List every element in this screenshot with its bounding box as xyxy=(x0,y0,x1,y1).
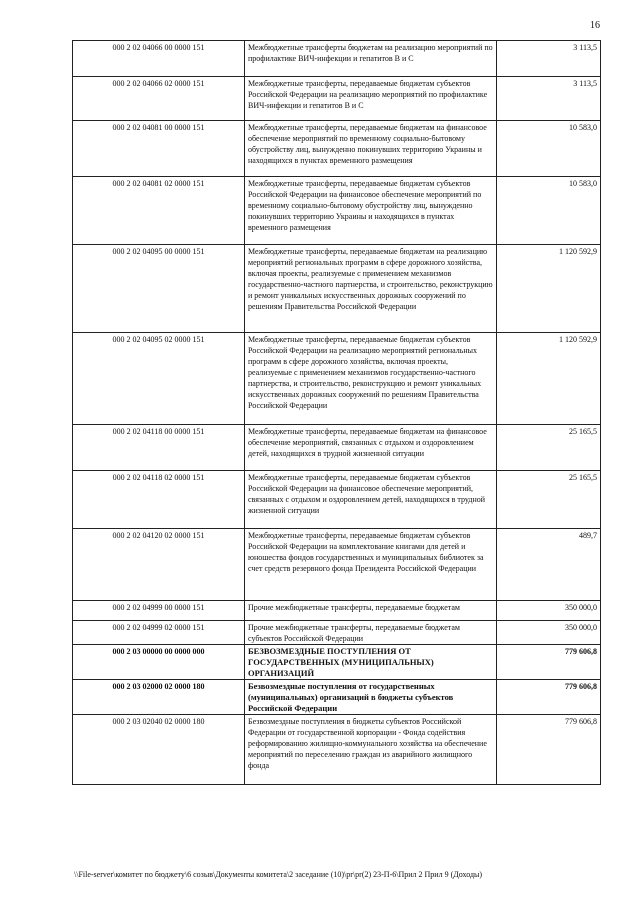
table-row xyxy=(73,529,601,601)
name-cell: Межбюджетные трансферты, передаваемые бюджетам субъектов Российской Федерации на реализацию мероприятий по профилактике ВИЧ-инфекции и гепатитов В и С xyxy=(245,77,497,121)
name-cell: Межбюджетные трансферты, передаваемые бюджетам на реализацию мероприятий региональных программ в сфере дорожного хозяйства, включая проекты, реализуемые с применением механизмов государственно-частного партнерства, и строительство, реконструкцию и ремонт уникальных искусственных дорожных сооружений по решениям Правительства Российской Федерации xyxy=(245,245,497,333)
table-row xyxy=(73,121,601,177)
name-cell: Прочие межбюджетные трансферты, передаваемые бюджетам xyxy=(245,601,497,621)
table-row xyxy=(73,245,601,333)
page-number: 16 xyxy=(590,20,600,31)
amount-cell: 3 113,5 xyxy=(497,77,601,121)
code-cell: 000 2 02 04081 00 0000 151 xyxy=(73,121,245,177)
amount-cell: 1 120 592,9 xyxy=(497,245,601,333)
amount-cell: 1 120 592,9 xyxy=(497,333,601,425)
name-cell: Межбюджетные трансферты, передаваемые бюджетам на финансовое обеспечение мероприятий по временному социально-бытовому обустройству лиц, вынужденно покинувших территорию Украины и находящихся в пунктах временного размещения xyxy=(245,121,497,177)
table-row xyxy=(73,621,601,645)
revenue-table xyxy=(72,40,601,785)
amount-cell: 25 165,5 xyxy=(497,425,601,471)
code-cell: 000 2 02 04066 00 0000 151 xyxy=(73,41,245,77)
table-row xyxy=(73,41,601,77)
amount-cell: 779 606,8 xyxy=(497,645,601,680)
table-row xyxy=(73,680,601,715)
amount-cell: 779 606,8 xyxy=(497,680,601,715)
amount-cell: 350 000,0 xyxy=(497,601,601,621)
footer-file-path: \\File-server\комитет по бюджету\6 созыв\Документы комитета\2 заседание (10)\pr\pr(2) 23-П-6\Прил 2 Прил 9 (Доходы) xyxy=(74,870,483,879)
code-cell: 000 2 03 02000 02 0000 180 xyxy=(73,680,245,715)
code-cell: 000 2 02 04999 00 0000 151 xyxy=(73,601,245,621)
code-cell: 000 2 02 04999 02 0000 151 xyxy=(73,621,245,645)
name-cell: Безвозмездные поступления от государственных (муниципальных) организаций в бюджеты субъектов Российской Федерации xyxy=(245,680,497,715)
name-cell: Межбюджетные трансферты бюджетам на реализацию мероприятий по профилактике ВИЧ-инфекции и гепатитов В и С xyxy=(245,41,497,77)
amount-cell: 25 165,5 xyxy=(497,471,601,529)
table-row xyxy=(73,715,601,785)
name-cell: Межбюджетные трансферты, передаваемые бюджетам на финансовое обеспечение мероприятий, связанных с отдыхом и оздоровлением детей, находящихся в трудной жизненной ситуации xyxy=(245,425,497,471)
code-cell: 000 2 02 04066 02 0000 151 xyxy=(73,77,245,121)
name-cell: Межбюджетные трансферты, передаваемые бюджетам субъектов Российской Федерации на финансовое обеспечение мероприятий, связанных с отдыхом и оздоровлением детей, находящихся в трудной жизненной ситуации xyxy=(245,471,497,529)
amount-cell: 350 000,0 xyxy=(497,621,601,645)
table-row xyxy=(73,601,601,621)
code-cell: 000 2 02 04081 02 0000 151 xyxy=(73,177,245,245)
revenue-table-body xyxy=(73,41,601,785)
code-cell: 000 2 03 02040 02 0000 180 xyxy=(73,715,245,785)
table-row xyxy=(73,333,601,425)
table-row xyxy=(73,645,601,680)
code-cell: 000 2 02 04095 00 0000 151 xyxy=(73,245,245,333)
amount-cell: 779 606,8 xyxy=(497,715,601,785)
name-cell: Прочие межбюджетные трансферты, передаваемые бюджетам субъектов Российской Федерации xyxy=(245,621,497,645)
name-cell: Межбюджетные трансферты, передаваемые бюджетам субъектов Российской Федерации на финансовое обеспечение мероприятий по временному социально-бытовому обустройству лиц, вынужденно покинувших территорию Украины и находящихся в пунктах временного размещения xyxy=(245,177,497,245)
table-row xyxy=(73,77,601,121)
code-cell: 000 2 03 00000 00 0000 000 xyxy=(73,645,245,680)
name-cell: Безвозмездные поступления в бюджеты субъектов Российской Федерации от государственной корпорации - Фонда содействия реформированию жилищно-коммунального хозяйства на обеспечение мероприятий по переселению граждан из аварийного жилищного фонда xyxy=(245,715,497,785)
amount-cell: 10 583,0 xyxy=(497,177,601,245)
table-row xyxy=(73,177,601,245)
amount-cell: 10 583,0 xyxy=(497,121,601,177)
table-row xyxy=(73,471,601,529)
table-row xyxy=(73,425,601,471)
code-cell: 000 2 02 04095 02 0000 151 xyxy=(73,333,245,425)
code-cell: 000 2 02 04118 02 0000 151 xyxy=(73,471,245,529)
amount-cell: 489,7 xyxy=(497,529,601,601)
code-cell: 000 2 02 04120 02 0000 151 xyxy=(73,529,245,601)
name-cell: Межбюджетные трансферты, передаваемые бюджетам субъектов Российской Федерации на реализацию мероприятий региональных программ в сфере дорожного хозяйства, включая проекты, реализуемые с применением механизмов государственно-частного партнерства, и строительство, реконструкцию и ремонт уникальных искусственных дорожных сооружений по решениям Правительства Российской Федерации xyxy=(245,333,497,425)
name-cell: БЕЗВОЗМЕЗДНЫЕ ПОСТУПЛЕНИЯ ОТ ГОСУДАРСТВЕННЫХ (МУНИЦИПАЛЬНЫХ) ОРГАНИЗАЦИЙ xyxy=(245,645,497,680)
code-cell: 000 2 02 04118 00 0000 151 xyxy=(73,425,245,471)
amount-cell: 3 113,5 xyxy=(497,41,601,77)
name-cell: Межбюджетные трансферты, передаваемые бюджетам субъектов Российской Федерации на комплектование книгами для детей и юношества фондов государственных и муниципальных библиотек за счет средств резервного фонда Президента Российской Федерации xyxy=(245,529,497,601)
